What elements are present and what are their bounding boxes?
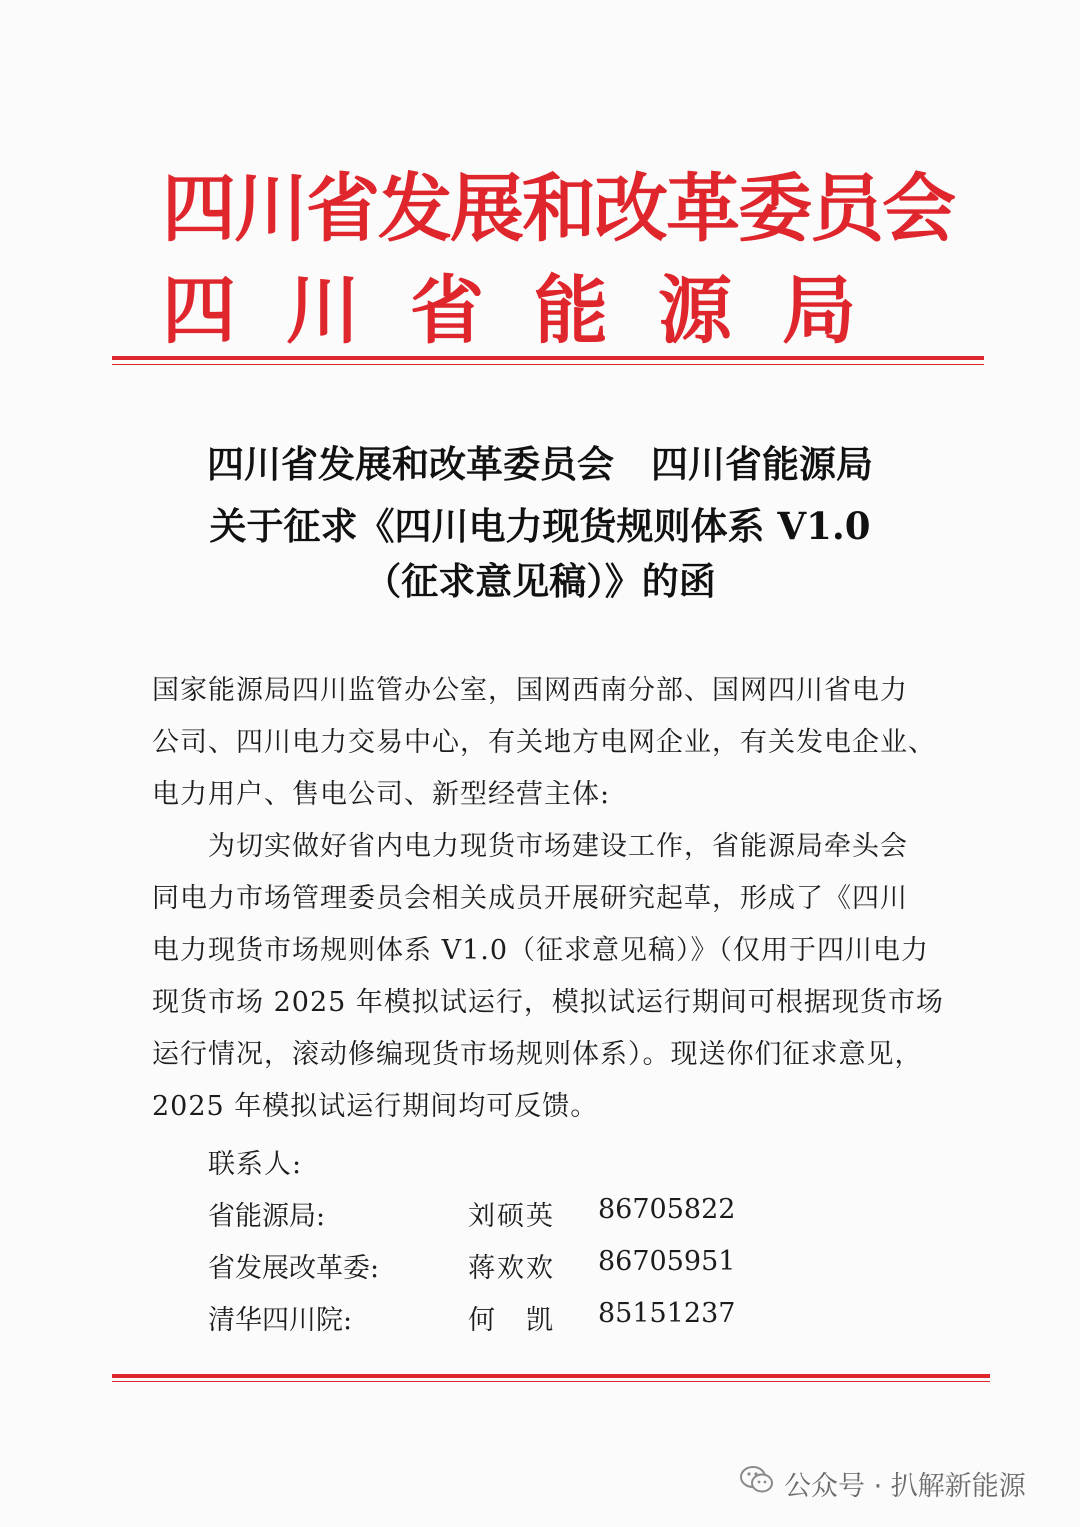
contact-name: 刘硕英 — [468, 1201, 555, 1232]
contact-phone: 86705951 — [598, 1246, 736, 1277]
body-line: 同电力市场管理委员会相关成员开展研究起草，形成了《四川 — [152, 883, 908, 914]
header-red-rule-thin — [112, 364, 984, 365]
contact-org: 省发展改革委: — [208, 1253, 380, 1284]
contact-phone: 85151237 — [598, 1298, 736, 1329]
contact-name: 何 凯 — [468, 1305, 555, 1336]
body-line: 2025 年模拟试运行期间均可反馈。 — [152, 1091, 599, 1122]
header-red-rule-thick — [112, 356, 984, 360]
watermark — [740, 1463, 1026, 1503]
contact-phone: 86705822 — [598, 1194, 736, 1225]
contact-org: 清华四川院: — [208, 1305, 353, 1336]
contact-label: 联系人: — [208, 1149, 303, 1180]
document-title-line-3: （征求意见稿）》的函 — [364, 559, 716, 603]
contact-org: 省能源局: — [208, 1201, 326, 1232]
footer-red-rule-thin — [112, 1381, 990, 1382]
body-line: 电力现货市场规则体系 V1.0（征求意见稿）》（仅用于四川电力 — [152, 935, 930, 966]
watermark-text: 公众号 · 扒解新能源 — [784, 1470, 1026, 1502]
body-line: 公司、四川电力交易中心，有关地方电网企业，有关发电企业、 — [152, 727, 936, 758]
footer-red-rule-thick — [112, 1374, 990, 1378]
document-title-line-1: 四川省发展和改革委员会 四川省能源局 — [207, 442, 873, 486]
body-line: 电力用户、售电公司、新型经营主体: — [152, 779, 611, 810]
body-line: 为切实做好省内电力现货市场建设工作，省能源局牵头会 — [208, 831, 908, 862]
document-title-line-2: 关于征求《四川电力现货规则体系 V1.0 — [209, 504, 871, 548]
body-line: 国家能源局四川监管办公室，国网西南分部、国网四川省电力 — [152, 675, 908, 706]
contact-name: 蒋欢欢 — [468, 1253, 555, 1284]
header-org-line-2: 四川省能源局 — [162, 268, 906, 354]
wechat-icon — [740, 1465, 774, 1502]
body-line: 现货市场 2025 年模拟试运行，模拟试运行期间可根据现货市场 — [152, 987, 944, 1018]
body-line: 运行情况，滚动修编现货市场规则体系）。现送你们征求意见， — [152, 1039, 923, 1070]
header-org-line-1: 四川省发展和改革委员会 — [162, 166, 954, 252]
